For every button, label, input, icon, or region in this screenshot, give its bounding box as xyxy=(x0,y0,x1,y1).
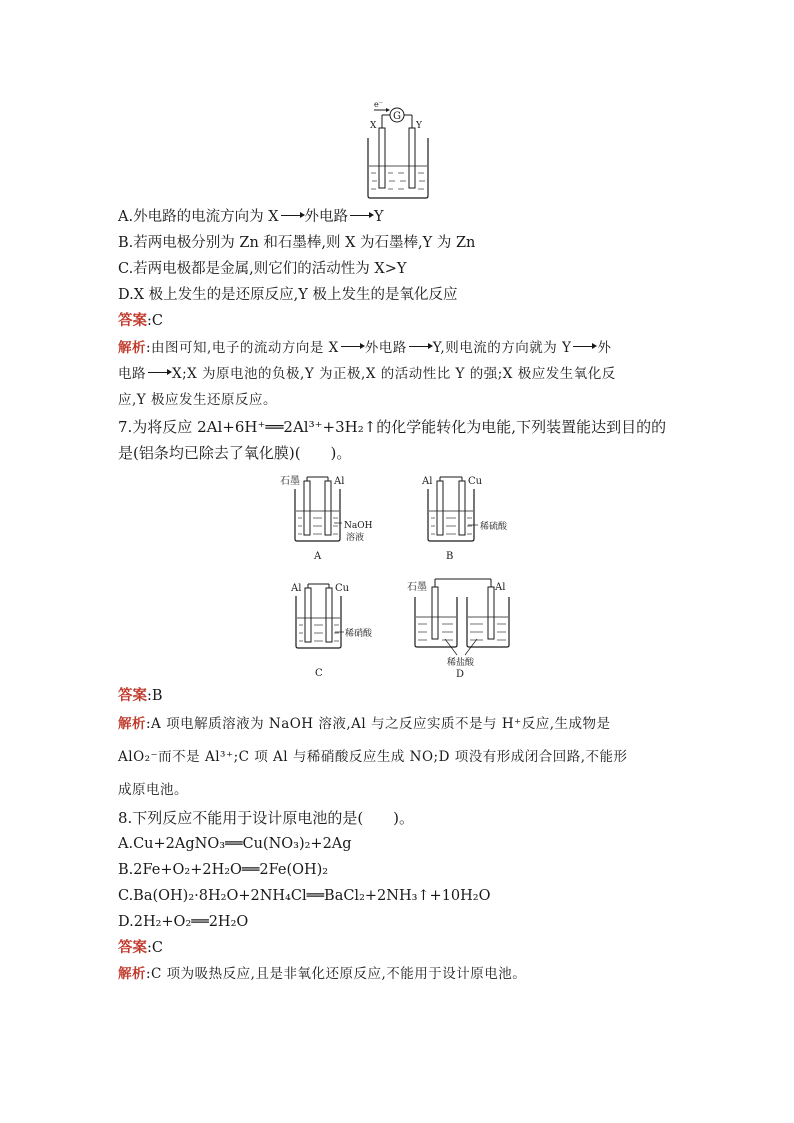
explanation-label: 解析 xyxy=(118,716,146,732)
arrow-icon xyxy=(350,215,372,216)
explanation-label: 解析 xyxy=(118,340,146,356)
answer-label: 答案 xyxy=(118,688,147,704)
q6-option-a xyxy=(118,207,384,227)
apparatus-a-solution-line1: NaOH xyxy=(344,521,373,531)
q6-option-c: C.若两电极都是金属,则它们的活动性为 X>Y xyxy=(118,261,407,277)
apparatus-a-caption: A xyxy=(314,551,322,562)
apparatus-a-solution-line2: 溶液 xyxy=(346,533,365,543)
figure-apparatus-b xyxy=(418,473,528,565)
arrow-icon xyxy=(148,372,170,373)
q8-answer xyxy=(118,938,163,958)
apparatus-d-caption: D xyxy=(456,669,465,680)
q8-option-b: B.2Fe+O₂+2H₂O══2Fe(OH)₂ xyxy=(118,862,329,878)
q8-option-d: D.2H₂+O₂══2H₂O xyxy=(118,914,249,930)
q6-exp1-a: :由图可知,电子的流动方向是 X xyxy=(146,340,339,356)
electron-label: e⁻ xyxy=(374,100,383,109)
answer-value: :C xyxy=(147,940,163,956)
q7-explanation-line1 xyxy=(118,714,611,734)
q6-exp1-d: 外 xyxy=(597,340,612,356)
apparatus-c-right-label: Cu xyxy=(335,583,350,594)
q6-exp2-a: 电路 xyxy=(118,366,146,382)
arrow-icon xyxy=(281,215,303,216)
q8-exp: :C 项为吸热反应,且是非氧化还原反应,不能用于设计原电池。 xyxy=(146,966,527,982)
electrode-x-label: X xyxy=(370,121,377,131)
q6-exp1-b: 外电路 xyxy=(364,340,407,356)
q7-explanation-line2: AlO₂⁻而不是 Al³⁺;C 项 Al 与稀硝酸反应生成 NO;D 项没有形成闭合回路,不能形 xyxy=(118,749,628,765)
q7-stem-line2: 是(铝条均已除去了氧化膜)( )。 xyxy=(118,444,352,462)
q7-answer xyxy=(118,686,163,706)
q6-explanation-line2 xyxy=(118,364,616,384)
q8-option-a: A.Cu+2AgNO₃══Cu(NO₃)₂+2Ag xyxy=(118,836,352,852)
apparatus-b-caption: B xyxy=(446,551,454,562)
q6-option-a-end: Y xyxy=(374,209,384,225)
apparatus-d-right-label: Al xyxy=(495,582,506,593)
q7-exp1: :A 项电解质溶液为 NaOH 溶液,Al 与之反应实质不是与 H⁺反应,生成物是 xyxy=(146,716,611,732)
figure-apparatus-a xyxy=(278,473,388,565)
q8-explanation xyxy=(118,964,526,984)
q6-option-a-text: A.外电路的电流方向为 X xyxy=(118,209,279,225)
apparatus-b-right-label: Cu xyxy=(468,476,483,487)
answer-label: 答案 xyxy=(118,313,147,329)
q6-explanation-line1 xyxy=(118,338,611,358)
figure-apparatus-d xyxy=(405,575,535,680)
answer-value: :C xyxy=(147,313,163,329)
q6-option-d: D.X 极上发生的是还原反应,Y 极上发生的是氧化反应 xyxy=(118,287,458,303)
apparatus-d-left-label: 石墨 xyxy=(407,582,427,593)
apparatus-a-right-label: Al xyxy=(334,476,345,487)
figure-galvanic-cell xyxy=(360,98,440,202)
q8-option-c: C.Ba(OH)₂·8H₂O+2NH₄Cl══BaCl₂+2NH₃↑+10H₂O xyxy=(118,888,491,904)
apparatus-c-left-label: Al xyxy=(291,583,302,594)
electrode-y-label: Y xyxy=(416,121,422,131)
galvanometer-label: G xyxy=(393,111,401,122)
apparatus-b-solution: 稀硫酸 xyxy=(480,522,508,532)
figure-apparatus-c xyxy=(287,580,397,680)
arrow-icon xyxy=(573,346,595,347)
apparatus-c-solution: 稀硝酸 xyxy=(345,629,373,639)
q7-explanation-line3: 成原电池。 xyxy=(118,782,188,798)
q6-exp1-c: Y,则电流的方向就为 Y xyxy=(432,340,572,356)
apparatus-b-left-label: Al xyxy=(422,476,433,487)
q7-stem-line1: 7.为将反应 2Al+6H⁺══2Al³⁺+3H₂↑的化学能转化为电能,下列装置能达到目的的 xyxy=(118,418,667,436)
q6-exp2-b: X;X 为原电池的负极,Y 为正极,X 的活动性比 Y 的强;X 极应发生氧化反 xyxy=(172,366,616,382)
q8-stem: 8.下列反应不能用于设计原电池的是( )。 xyxy=(118,809,415,827)
q6-explanation-line3: 应,Y 极应发生还原反应。 xyxy=(118,392,277,408)
q6-option-b: B.若两电极分别为 Zn 和石墨棒,则 X 为石墨棒,Y 为 Zn xyxy=(118,235,476,251)
q6-option-a-mid: 外电路 xyxy=(304,209,349,225)
answer-value: :B xyxy=(147,688,163,704)
arrow-icon xyxy=(341,346,363,347)
answer-label: 答案 xyxy=(118,940,147,956)
apparatus-c-caption: C xyxy=(315,668,323,679)
explanation-label: 解析 xyxy=(118,966,146,982)
arrow-icon xyxy=(409,346,431,347)
q6-answer xyxy=(118,311,163,331)
apparatus-d-solution: 稀盐酸 xyxy=(447,658,475,668)
apparatus-a-left-label: 石墨 xyxy=(280,476,300,487)
